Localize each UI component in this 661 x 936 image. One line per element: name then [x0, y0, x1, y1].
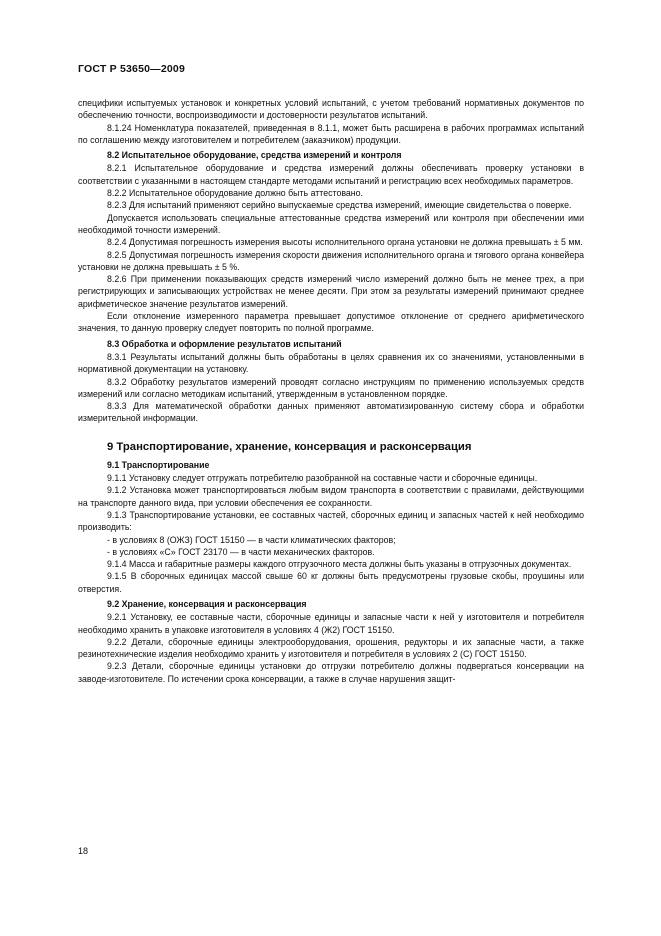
paragraph-8-3-3: 8.3.3 Для математической обработки данных применяют автоматизированную систему сбора и обработки измерительной информации.	[78, 401, 584, 424]
paragraph-8-2-2: 8.2.2 Испытательное оборудование должно быть аттестовано.	[107, 188, 363, 199]
document-header: ГОСТ Р 53650—2009	[78, 63, 186, 75]
paragraph-8-3-2: 8.3.2 Обработку результатов измерений проводят согласно инструкциям по применению используемых средств измерений или согласно методикам испытаний, утвержденным в установленном порядке.	[78, 376, 584, 399]
paragraph-9-2-1: 9.2.1 Установку, ее составные части, сборочные единицы и запасные части к ней у изготовителя и потребителя необходимо хранить в упаковке изготовителя в условиях 4 (Ж2) ГОСТ 15150.	[78, 612, 584, 635]
paragraph-8-1-24: 8.1.24 Номенклатура показателей, приведенная в 8.1.1, может быть расширена в рабочих программах испытаний по соглашению между изготовителем и потребителем (заказчиком) продукции.	[78, 122, 584, 145]
paragraph-9-2-2: 9.2.2 Детали, сборочные единицы электрооборудования, орошения, редукторы и их запасные части, а также резинотехнические изделия необходимо хранить у изготовителя и потребителя в условиях 2 (С) ГОСТ 15150.	[78, 636, 584, 660]
list-item: - в условиях «С» ГОСТ 23170 — в части механических факторов.	[107, 546, 375, 557]
paragraph-8-2-5: 8.2.5 Допустимая погрешность измерения скорости движения исполнительного органа и тягового органа конвейера установки не должна превышать ± 5 %.	[78, 249, 584, 272]
paragraph-8-3-1: 8.3.1 Результаты испытаний должны быть обработаны в целях сравнения их со значениями, установленными в нормативной документации на установку.	[78, 351, 584, 375]
subsection-heading-9-2: 9.2 Хранение, консервация и расконсервация	[107, 598, 307, 609]
subsection-heading-9-1: 9.1 Транспортирование	[107, 459, 210, 470]
list-item: - в условиях 8 (ОЖЗ) ГОСТ 15150 — в части климатических факторов;	[107, 534, 396, 545]
paragraph-9-1-4: 9.1.4 Масса и габаритные размеры каждого отгрузочного места должны быть указаны в отгрузочных документах.	[107, 559, 572, 570]
paragraph-8-2-3-note: Допускается использовать специальные аттестованные средства измерений или контроля при обеспечении ими необходимой точности измерений.	[78, 212, 584, 235]
paragraph-9-1-2: 9.1.2 Установка может транспортироваться любым видом транспорта в соответствии с правилами, действующими на транспорте данного вида, при условии обеспечения ее сохранности.	[78, 485, 584, 508]
paragraph-9-1-5: 9.1.5 В сборочных единицах массой свыше 60 кг должны быть предусмотрены грузовые скобы, проушины или отверстия.	[78, 571, 584, 594]
section-heading-9: 9 Транспортирование, хранение, консервация и расконсервация	[107, 440, 472, 453]
paragraph-continuation: специфики испытуемых установок и конкретных условий испытаний, с учетом требований нормативных документов по обеспечению точности, воспроизводимости и достоверности результатов испытаний.	[78, 98, 584, 121]
paragraph-9-2-3: 9.2.3 Детали, сборочные единицы установки до отгрузки потребителю должны подвергаться консервации на заводе-изготовителе. По истечении срока консервации, а также в случае нарушения защит-	[78, 661, 584, 684]
paragraph-8-2-6-note: Если отклонение измеренного параметра превышает допустимое отклонение от среднего арифметического значения, то данную проверку следует повторить по полной программе.	[78, 311, 584, 334]
paragraph-8-2-6: 8.2.6 При применении показывающих средств измерений число измерений должно быть не менее трех, а при регистрирующих и записывающих устройствах не менее десяти. При этом за результаты измерений принимают среднее арифметическое значение результатов измерений.	[78, 274, 584, 309]
subsection-heading-8-3: 8.3 Обработка и оформление результатов испытаний	[107, 338, 342, 349]
page-body	[78, 97, 584, 685]
paragraph-8-2-1: 8.2.1 Испытательное оборудование и средства измерений должны обеспечивать проверку установки в соответствии с указанными в настоящем стандарте методами испытаний и регистрацию всех необходимых параметров.	[78, 163, 584, 186]
subsection-heading-8-2: 8.2 Испытательное оборудование, средства измерений и контроля	[107, 150, 402, 161]
page-number: 18	[78, 846, 89, 856]
paragraph-8-2-4: 8.2.4 Допустимая погрешность измерения высоты исполнительного органа установки не должна превышать ± 5 мм.	[107, 237, 583, 248]
paragraph-8-2-3: 8.2.3 Для испытаний применяют серийно выпускаемые средства измерений, имеющие свидетельства о поверке.	[107, 200, 572, 211]
paragraph-9-1-1: 9.1.1 Установку следует отгружать потребителю разобранной на составные части и сборочные единицы.	[107, 473, 538, 484]
paragraph-9-1-3: 9.1.3 Транспортирование установки, ее составных частей, сборочных единиц и запасных частей к ней необходимо производить:	[78, 509, 584, 533]
